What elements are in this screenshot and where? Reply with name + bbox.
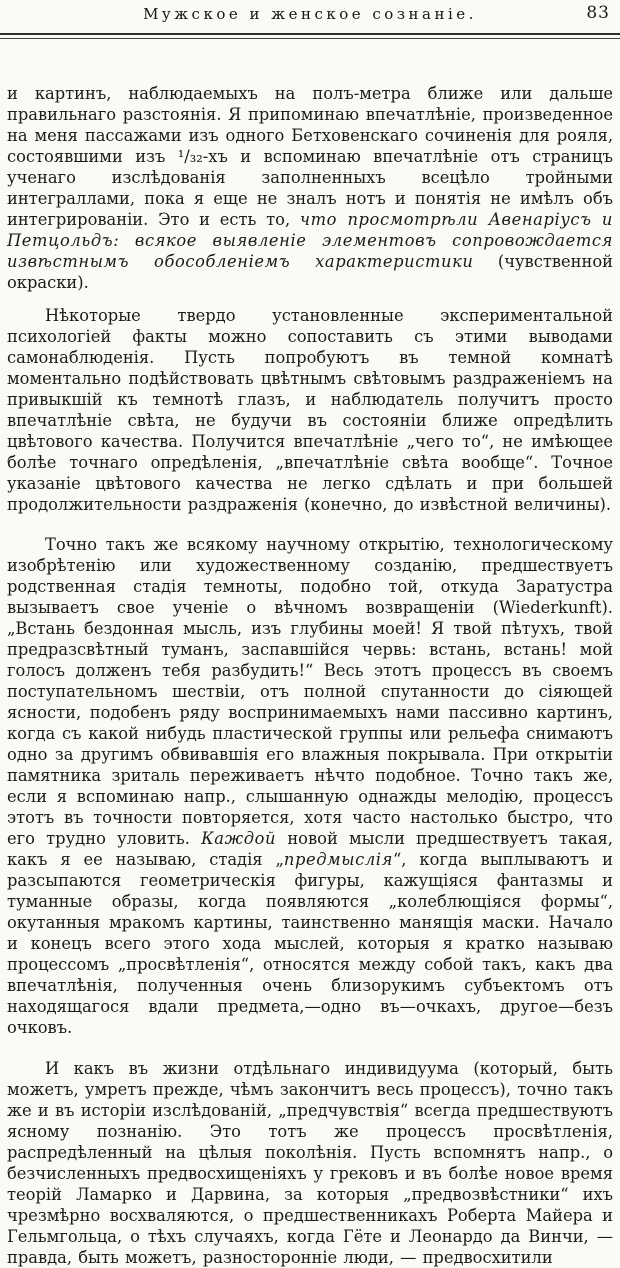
paragraph <box>7 534 613 1038</box>
page-number: 83 <box>586 3 610 23</box>
paragraph <box>7 305 613 515</box>
text-run: Нѣкоторые твердо установленные экспериментальной психологіей факты можно сопоставить съ этими выводами самонаблюденія. Пусть попробуютъ въ темной комнатѣ моментально подѣйствовать цвѣтнымъ свѣтовымъ раздраженіемъ на привыкшій къ темнотѣ глазъ, и наблюдатель получитъ просто впечатлѣніе свѣта, не будучи въ состояніи ближе опредѣлить цвѣтового качества. Получится впечатлѣніе „чего то“, не имѣющее болѣе точнаго опредѣленія, „впечатлѣніе свѣта вообще“. Точное указаніе цвѣтового качества не легко сдѣлать и при большей продолжительности раздраженія (конечно, до извѣстной величины). <box>7 306 613 514</box>
running-title: Мужское и женское сознаніе. <box>143 5 477 23</box>
page-header <box>0 0 620 28</box>
text-run-italic: что просмотрѣли Авенаріусъ и Петцольдъ: всякое выявленіе элементовъ сопровождается извѣстнымъ обособленіемъ характеристики <box>7 210 613 271</box>
paragraph <box>7 1058 613 1268</box>
text-run-italic: Каждой <box>201 829 277 848</box>
text-run-italic: предмыслія <box>283 850 393 869</box>
text-run: И какъ въ жизни отдѣльнаго индивидуума (который, быть можетъ, умретъ прежде, чѣмъ закончитъ весь процессъ), точно такъ же и въ исторіи изслѣдованій, „предчувствія“ всегда предшествуютъ ясному познанію. Это тотъ же процессъ просвѣтленія, распредѣленный на цѣлыя поколѣнія. Пусть вспомнятъ напр., о безчисленныхъ предвосхищеніяхъ у грековъ и въ болѣе новое время теорій Ламарко и Дарвина, за которыя „предвозвѣстники“ ихъ чрезмѣрно восхваляются, о предшественникахъ Роберта Майера и Гельмгольца, о тѣхъ случаяхъ, когда Гёте и Леонардо да Винчи, — правда, быть можетъ, разносторонніе люди, — предвосхитили <box>7 1059 613 1267</box>
text-run: (чувственной окраски). <box>7 252 613 292</box>
text-run: “, когда выплываютъ и разсыпаются геометрическія фигуры, кажущіяся фантазмы и туманные образы, когда появляются „колеблющіяся формы“, окутанныя мракомъ картины, таинственно манящія маски. Начало и конецъ всего этого хода мыслей, которыя я кратко называю процессомъ „просвѣтленія“, относятся между собой такъ, какъ два впечатлѣнія, полученныя очень близорукимъ субъектомъ отъ находящагося вдали предмета,—одно въ—очкахъ, другое—безъ очковъ. <box>7 850 613 1037</box>
page-body <box>0 39 620 1268</box>
paragraph <box>7 83 613 293</box>
text-run: Точно такъ же всякому научному открытію, технологическому изобрѣтенію или художественному созданію, предшествуетъ родственная стадія темноты, подобно той, откуда Заратустра вызываетъ свое ученіе о вѣчномъ возвращеніи (Wiederkunft). „Встань бездонная мысль, изъ глубины моей! Я твой пѣтухъ, твой предразсвѣтный туманъ, заспавшійся червь: встань, встань! мой голосъ долженъ тебя разбудить!“ Весь этотъ процессъ въ своемъ поступательномъ шествіи, отъ полной спутанности до сіяющей ясности, подобенъ ряду воспринимаемыхъ нами пассивно картинъ, когда съ какой нибудь пластической группы или рельефа снимаютъ одно за другимъ обвивавшія его влажныя покрывала. При открытіи памятника зриталь переживаетъ нѣчто подобное. Точно такъ же, если я вспоминаю напр., слышанную однажды мелодію, процессъ этотъ въ точности повторяется, хотя часто настолько быстро, что его трудно уловить. <box>7 535 613 848</box>
text-run: новой мысли предшествуетъ такая, какъ я ее называю, стадія „ <box>7 829 613 869</box>
text-run: и картинъ, наблюдаемыхъ на полъ-метра ближе или дальше правильнаго разстоянія. Я припоминаю впечатлѣніе, произведенное на меня пассажами изъ одного Бетховенскаго сочиненія для рояля, состоявшими изъ ¹/₃₂-хъ и вспоминаю впечатлѣніе отъ страницъ ученаго изслѣдованія заполненныхъ всецѣло тройными интеграллами, пока я еще не зналъ нотъ и понятія не имѣлъ объ интегрированіи. Это и есть то, <box>7 84 613 229</box>
